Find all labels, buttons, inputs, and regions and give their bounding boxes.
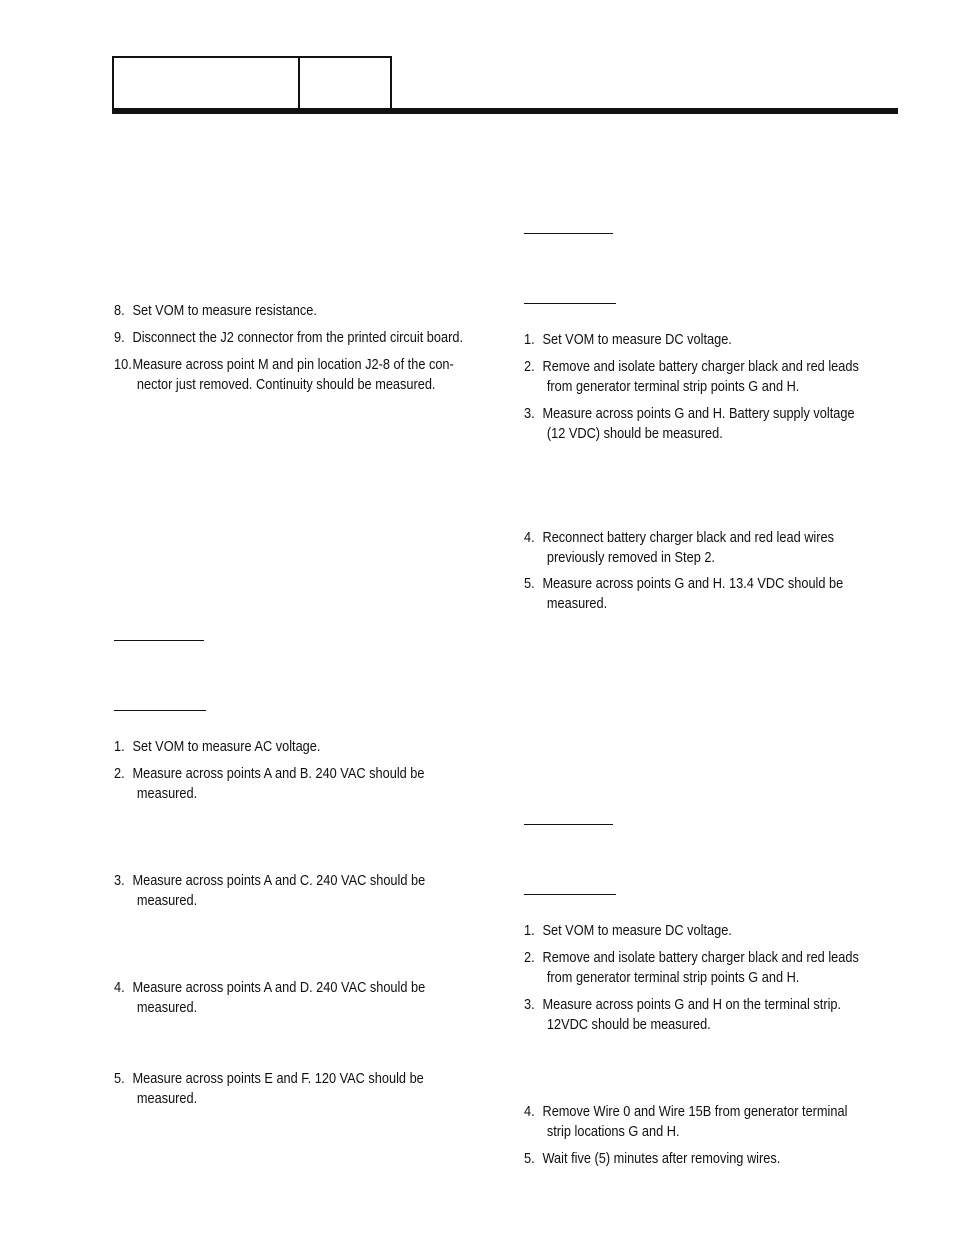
procedure-step: 3. Measure across points G and H on the terminal strip. 12VDC should be measured. [524, 997, 842, 1033]
procedure-step: 5. Wait five (5) minutes after removing wires. [524, 1151, 781, 1167]
section-rule [114, 710, 206, 711]
procedure-step: 4. Measure across points A and D. 240 VAC should be measured. [114, 980, 426, 1016]
procedure-step: 10.Measure across point M and pin location J2-8 of the con- nector just removed. Continuity should be measured. [114, 357, 454, 393]
procedure-step: 4. Reconnect battery charger black and red lead wires previously removed in Step 2. [524, 530, 834, 566]
header-box-left [112, 56, 300, 110]
section-rule [524, 824, 613, 825]
section-rule [524, 894, 616, 895]
section-rule [114, 640, 204, 641]
section-rule [524, 233, 613, 234]
procedure-step: 3. Measure across points A and C. 240 VAC should be measured. [114, 873, 426, 909]
procedure-step: 3. Measure across points G and H. Battery supply voltage (12 VDC) should be measured. [524, 406, 855, 442]
procedure-step: 1. Set VOM to measure AC voltage. [114, 739, 321, 755]
procedure-step: 4. Remove Wire 0 and Wire 15B from generator terminal strip locations G and H. [524, 1104, 848, 1140]
procedure-step: 5. Measure across points G and H. 13.4 VDC should be measured. [524, 576, 844, 612]
procedure-step: 9. Disconnect the J2 connector from the printed circuit board. [114, 330, 463, 346]
procedure-step: 1. Set VOM to measure DC voltage. [524, 923, 732, 939]
procedure-step: 2. Remove and isolate battery charger black and red leads from generator terminal strip points G and H. [524, 950, 859, 986]
section-rule [524, 303, 616, 304]
procedure-step: 8. Set VOM to measure resistance. [114, 303, 317, 319]
procedure-step: 5. Measure across points E and F. 120 VAC should be measured. [114, 1071, 424, 1107]
procedure-step: 2. Remove and isolate battery charger black and red leads from generator terminal strip points G and H. [524, 359, 859, 395]
procedure-step: 1. Set VOM to measure DC voltage. [524, 332, 732, 348]
header-box-right [298, 56, 392, 110]
header-rule [112, 108, 898, 114]
procedure-step: 2. Measure across points A and B. 240 VAC should be measured. [114, 766, 425, 802]
